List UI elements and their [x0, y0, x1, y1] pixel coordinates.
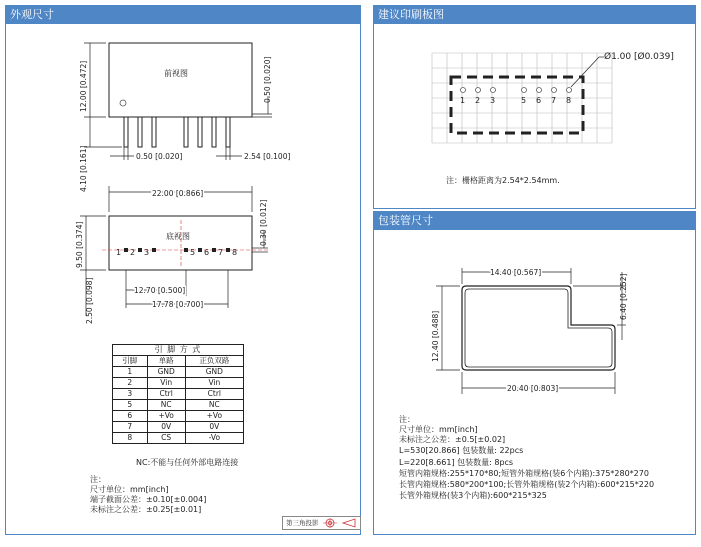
pcb-title: 建议印刷板图 [374, 6, 695, 24]
pcb-pin-number: 1 [460, 96, 466, 105]
bottom-pin-number: 7 [218, 248, 224, 257]
pin-table-header: 正负双路 [185, 356, 243, 367]
tube-note-3: L=530[20.866] 包装数量: 22pcs [399, 446, 524, 455]
pin-cell: 8 [113, 433, 148, 444]
dual-cell: NC [185, 400, 243, 411]
bottom-view-body [109, 216, 252, 270]
top-width-dim-label: 14.40 [0.567] [490, 268, 542, 277]
pcb-panel [373, 5, 696, 209]
pcb-pin-number: 6 [536, 96, 542, 105]
outline-note-3: 未标注之公差：±0.25[±0.01] [90, 505, 202, 514]
outline-note-2: 端子截面公差：±0.10[±0.004] [90, 495, 207, 504]
step-height-dim-label: 6.40 [0.252] [619, 273, 628, 320]
pin-table [112, 344, 244, 444]
pcb-outline [451, 77, 583, 133]
outline-note-0: 注： [90, 475, 106, 484]
tube-title: 包装管尺寸 [374, 212, 695, 230]
tube-note-1: 尺寸单位：mm[inch] [399, 425, 478, 434]
projection-badge [282, 516, 361, 530]
outline-panel [5, 5, 361, 535]
table-row [113, 400, 244, 411]
pin-cell: 6 [113, 411, 148, 422]
tube-width-dim-label: 20.40 [0.803] [507, 384, 559, 393]
front-view-label: 前视图 [164, 69, 188, 78]
pcb-pin-number: 3 [490, 96, 496, 105]
table-row [113, 378, 244, 389]
length-dim-label: 22.00 [0.866] [152, 189, 204, 198]
front-pins [124, 117, 230, 147]
pin-width-dim-label: 0.50 [0.020] [136, 152, 183, 161]
table-row [113, 367, 244, 378]
single-cell: +Vo [147, 411, 185, 422]
single-cell: GND [147, 367, 185, 378]
outline-title: 外观尺寸 [6, 6, 360, 24]
table-row [113, 433, 244, 444]
single-cell: Vin [147, 378, 185, 389]
pin-cell: 2 [113, 378, 148, 389]
projection-symbol-icon [321, 518, 357, 528]
pcb-note: 注：栅格距离为2.54*2.54mm. [446, 176, 560, 185]
bottom-pin-number: 2 [130, 248, 136, 257]
span1-dim-label: 12.70 [0.500] [134, 286, 186, 295]
front-view-body [109, 43, 252, 117]
outline-note-1: 尺寸单位：mm[inch] [90, 485, 169, 494]
pin-cell: 7 [113, 422, 148, 433]
dual-cell: 0V [185, 422, 243, 433]
dual-cell: Ctrl [185, 389, 243, 400]
single-cell: CS [147, 433, 185, 444]
outline-drawing [6, 6, 362, 536]
projection-label: 第三角投影 [286, 519, 319, 527]
pitch-dim-label: 2.54 [0.100] [244, 152, 291, 161]
tube-inner-profile [465, 289, 612, 367]
dual-cell: Vin [185, 378, 243, 389]
pcb-pin-numbers [460, 96, 571, 105]
bottom-pin-number: 8 [232, 248, 238, 257]
tube-height-dim-label: 12.40 [0.488] [431, 310, 440, 362]
pcb-pin-number: 2 [475, 96, 481, 105]
pcb-pin-number: 5 [521, 96, 527, 105]
pin-length-dim-label: 4.10 [0.161] [79, 145, 88, 192]
table-row [113, 422, 244, 433]
tube-note-4: L=220[8.661] 包装数量: 8pcs [399, 458, 514, 467]
table-row [113, 411, 244, 422]
dual-cell: -Vo [185, 433, 243, 444]
pin-cell: 3 [113, 389, 148, 400]
bottom-pin-number: 3 [144, 248, 150, 257]
dual-cell: +Vo [185, 411, 243, 422]
dual-cell: GND [185, 367, 243, 378]
pin-table-header: 引脚 [113, 356, 148, 367]
depth-dim-label: 9.50 [0.374] [75, 221, 84, 268]
span2-dim-label: 17.78 [0.700] [152, 300, 204, 309]
bottom-pin-number: 1 [116, 248, 122, 257]
single-cell: NC [147, 400, 185, 411]
pin-cell: 1 [113, 367, 148, 378]
tube-note-7: 长管外箱规格(装3个内箱):600*215*325 [399, 491, 547, 500]
row-offset-dim-label: 2.50 [0.098] [85, 277, 94, 324]
hole-dim-label: Ø1.00 [Ø0.039] [604, 52, 674, 62]
single-cell: 0V [147, 422, 185, 433]
single-cell: Ctrl [147, 389, 185, 400]
pin-table-footnote: NC:不能与任何外部电路连接 [136, 458, 239, 467]
tube-note-6: 长管内箱规格:580*200*100;长管外箱规格(装2个内箱):600*215*220 [399, 480, 655, 489]
pcb-pin-number: 8 [566, 96, 572, 105]
tube-note-5: 短管内箱规格:255*170*80;短管外箱规格(装6个内箱):375*280*270 [399, 469, 649, 478]
pin-cell: 5 [113, 400, 148, 411]
pin-thickness-dim-label: 0.50 [0.020] [263, 56, 272, 103]
tube-panel [373, 211, 696, 535]
pin-table-header: 单路 [147, 356, 185, 367]
tube-note-0: 注： [399, 415, 415, 424]
pin-table-caption: 引 脚 方 式 [113, 345, 244, 356]
table-row [113, 389, 244, 400]
pcb-holes [461, 88, 572, 93]
pin-dia-dim-label: 0.30 [0.012] [259, 199, 268, 246]
hole-leader-line [571, 57, 599, 87]
bottom-view-label: 底视图 [166, 232, 190, 241]
tube-note-2: 未标注之公差：±0.5[±0.02] [399, 435, 506, 444]
bottom-pin-number: 5 [190, 248, 196, 257]
height-dim-label: 12.00 [0.472] [79, 60, 88, 112]
pcb-pin-number: 7 [551, 96, 557, 105]
bottom-pin-number: 6 [204, 248, 210, 257]
